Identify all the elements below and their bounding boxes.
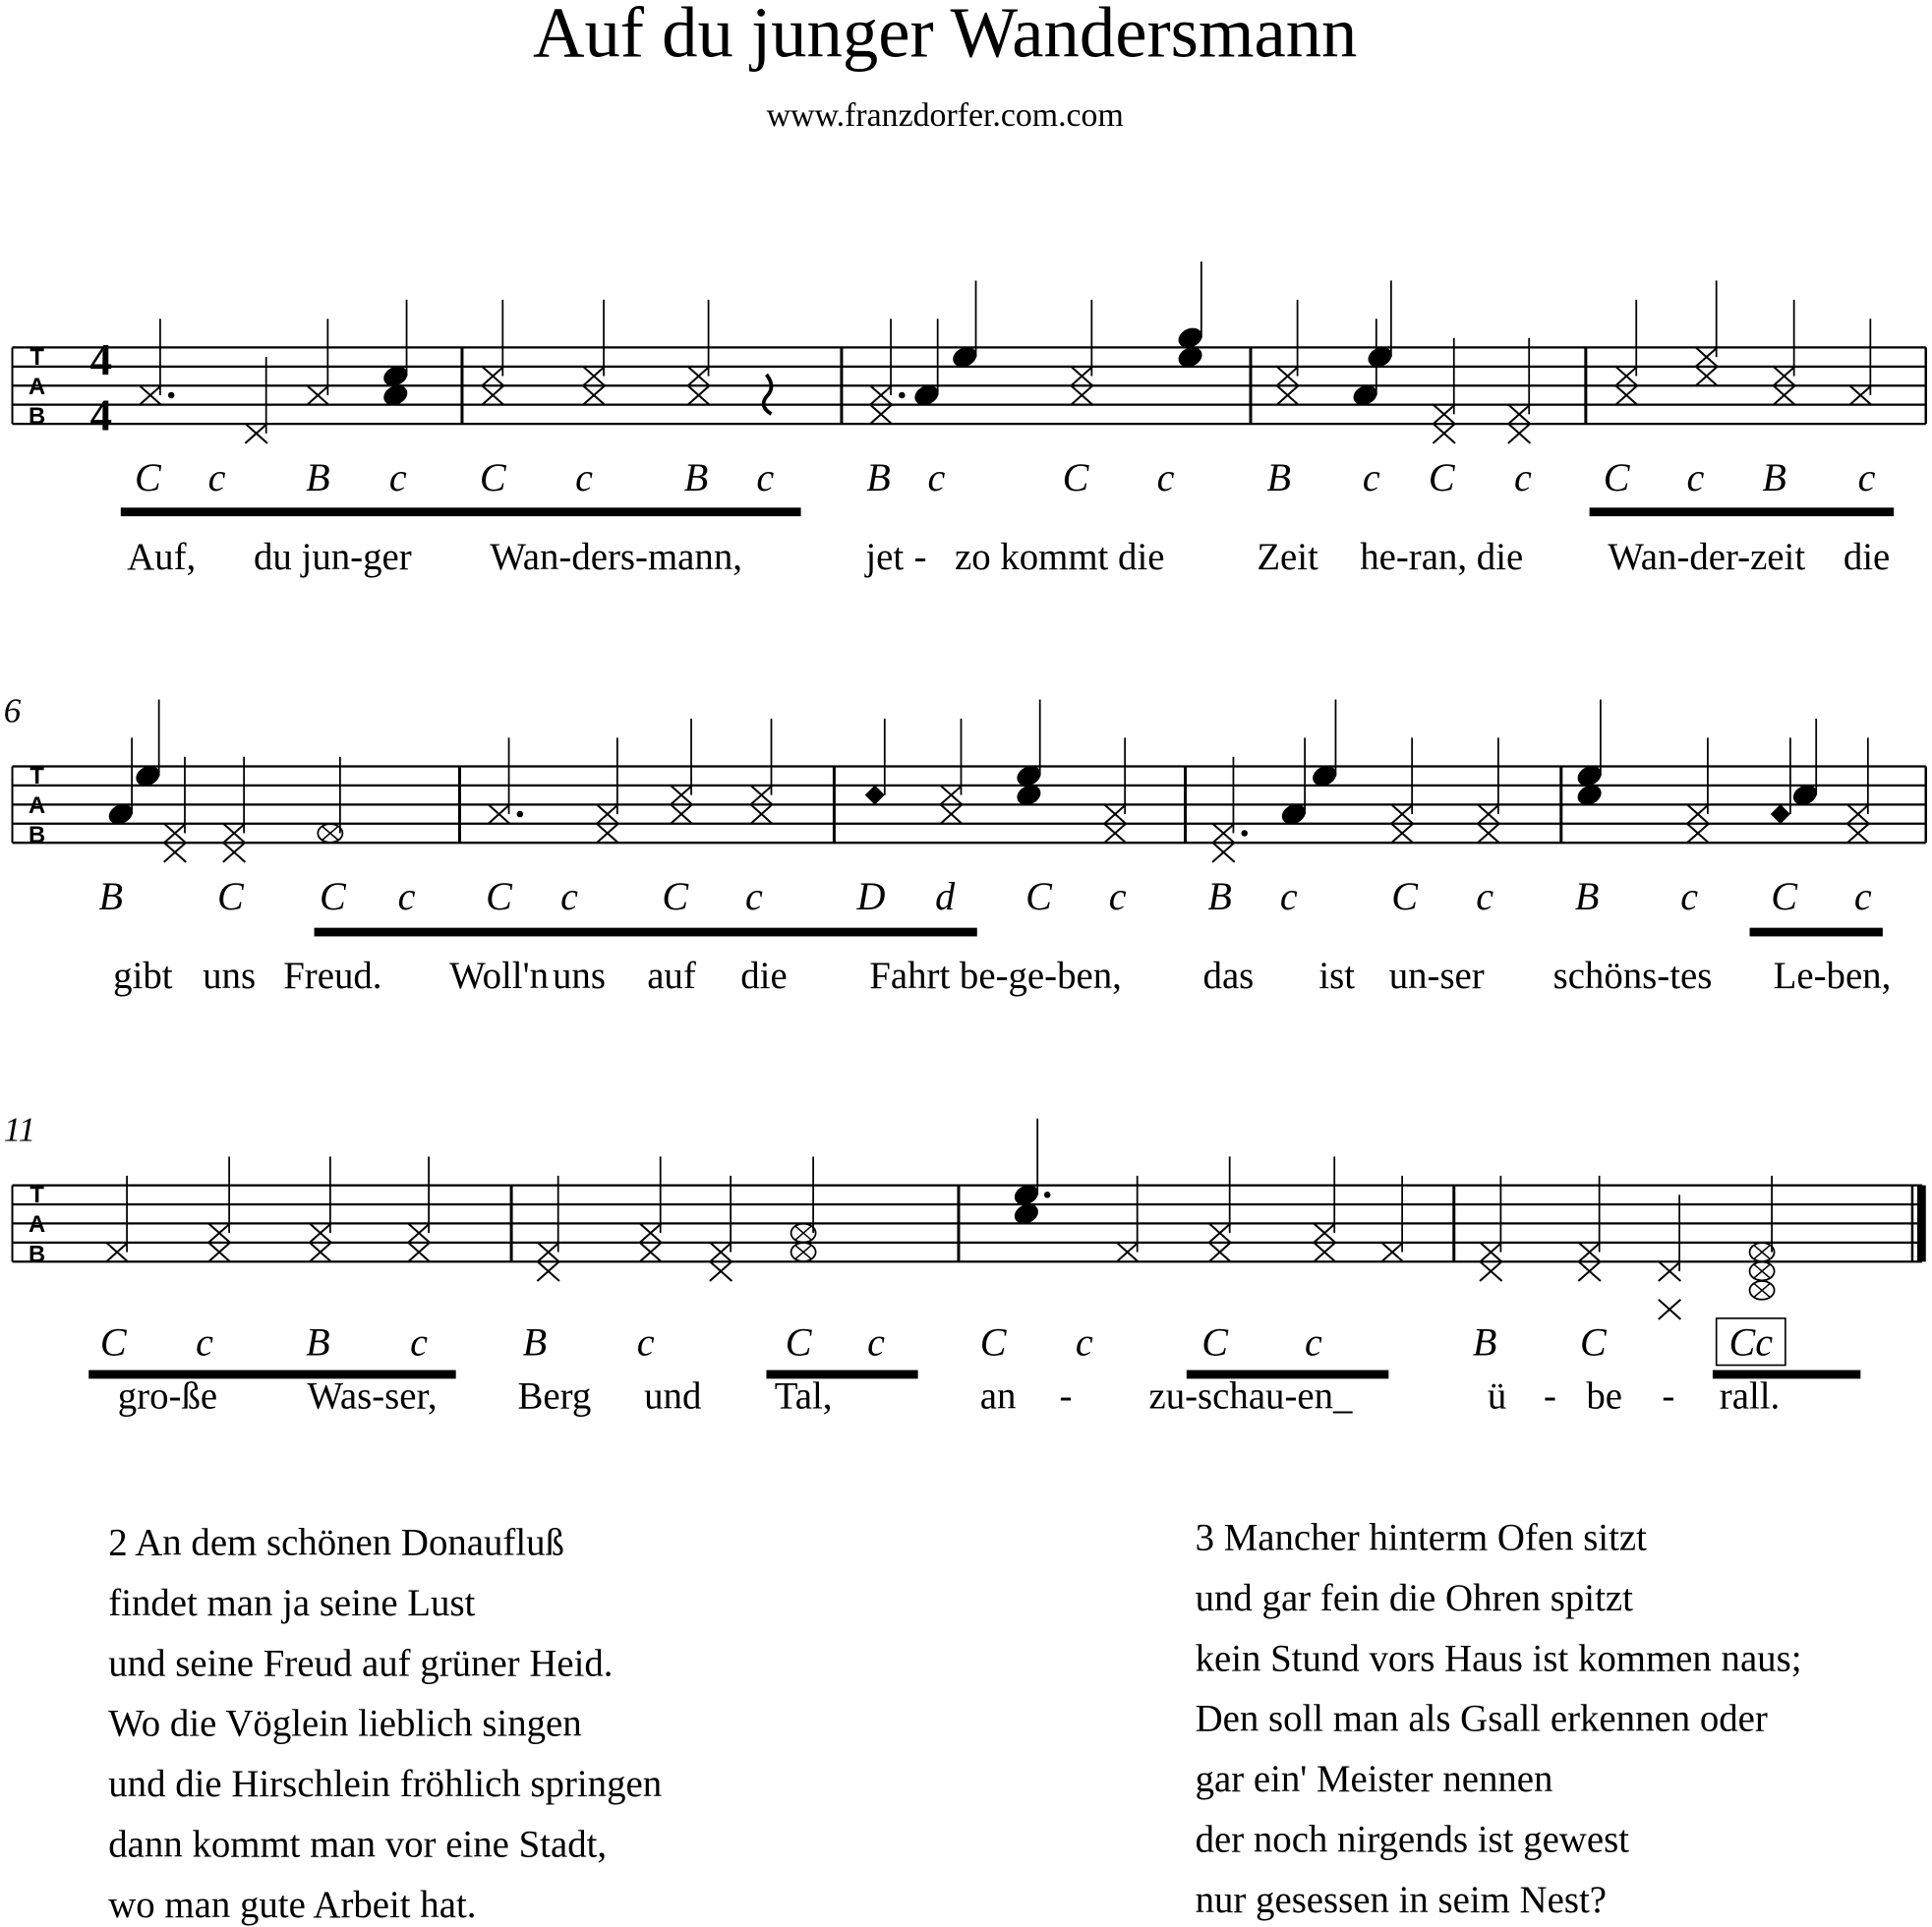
dot [517,811,524,818]
diamond-notehead [865,786,885,805]
lyric-syllable: an [979,1374,1017,1418]
system-2 [4,691,1926,997]
chord-symbol: c [1686,454,1705,499]
chord-symbol: c [560,873,578,918]
chord-group-bar [1750,928,1883,937]
lyric-syllable: die [740,955,788,998]
tab-clef-letter: A [29,792,46,820]
lyric-syllable: du jun-ger [254,535,412,578]
verses [108,1517,1801,1926]
time-signature-bottom: 4 [89,390,113,440]
verse-line: gar ein' Meister nennen [1195,1758,1553,1801]
chord-symbol: B [1266,454,1292,499]
lyric-syllable: - [1059,1374,1073,1418]
lyric-syllable: gro-ße [117,1374,218,1418]
lyric-syllable: Tal, [774,1374,833,1418]
tab-clef-letter: B [29,403,46,431]
chord-symbol: C [1603,454,1630,499]
verse-line: Den soll man als Gsall erkennen oder [1195,1697,1768,1740]
chord-symbol: c [1156,454,1175,499]
lyric-syllable: be [1586,1374,1622,1418]
chord-symbol: c [1853,873,1872,918]
lyric-syllable: schöns-tes [1552,955,1713,998]
chord-symbol: C [662,873,689,918]
tab-clef-letter: B [29,822,46,849]
lyric-syllable: Woll'n [449,955,550,998]
chord-symbol: c [1305,1319,1322,1365]
chord-symbol: C [1579,1319,1607,1365]
quarter-rest [764,375,772,414]
lyric-syllable: he-ran, die [1360,535,1524,578]
chord-symbol: c [1514,454,1532,499]
chord-symbol: B [866,454,891,499]
lyric-syllable: ü [1487,1374,1507,1418]
tab-clef-letter: T [29,1182,44,1209]
lyric-syllable: Wan-ders-mann, [490,535,742,578]
lyric-syllable: un-ser [1388,955,1485,998]
time-signature-top: 4 [89,334,113,384]
chord-symbol: C [486,873,512,918]
chord-symbol: c [410,1319,428,1365]
tab-clef-letter: B [29,1241,46,1268]
lyric-syllable: ist [1318,955,1356,998]
dot [899,392,906,399]
chord-symbol: c [1108,873,1127,918]
chord-group-bar [315,928,977,937]
chord-symbol: B [306,454,330,499]
tab-clef-letter: A [29,1211,46,1239]
chord-symbol: C [479,454,506,499]
chord-symbol: C [319,873,346,918]
chord-symbol: c [745,873,763,918]
chord-symbol: c [1279,873,1298,918]
lyric-syllable: und [644,1374,702,1418]
chord-symbol: C [1201,1319,1229,1365]
system-3 [4,1110,1926,1417]
lyric-syllable: auf [647,955,696,998]
lyric-syllable: zo kommt die [954,535,1165,578]
lyric-syllable: zu-schau-en_ [1148,1374,1353,1418]
verse-line: 3 Mancher hinterm Ofen sitzt [1195,1516,1647,1559]
chord-symbol: C [99,1319,127,1365]
chord-symbol: C [979,1319,1007,1365]
lyric-syllable: die [1843,535,1891,578]
system-1 [13,262,1926,578]
chord-symbol: c [388,454,407,499]
lyric-syllable: Zeit [1257,535,1318,578]
lyric-syllable: das [1202,955,1255,998]
measure-number: 6 [3,691,22,730]
verse-line: kein Stund vors Haus ist kommen naus; [1195,1637,1802,1680]
chord-symbol: c [756,454,775,499]
lyric-syllable: Fahrt be-ge-ben, [869,955,1122,998]
chord-symbol: C [1771,873,1797,918]
lyric-syllable: Was-ser, [307,1374,438,1418]
lyric-syllable: - [1662,1374,1675,1418]
chord-symbol: c [196,1319,213,1365]
chord-symbol: c [207,454,226,499]
verse-line: und gar fein die Ohren spitzt [1195,1576,1633,1619]
systems [4,262,1926,1417]
tab-clef-letter: T [29,343,44,371]
tab-clef-letter: T [29,763,44,790]
verse-line: findet man ja seine Lust [108,1581,476,1624]
chord-symbol: B [1207,873,1232,918]
chord-symbol: C [1391,873,1419,918]
chord-symbol: C [1062,454,1089,499]
chord-symbol: B [1574,873,1600,918]
chord-group-bar [121,507,801,516]
verse-3 [1196,1517,1802,1921]
chord-symbol: c [1362,454,1380,499]
verse-2 [108,1522,662,1926]
lyric-syllable: - [1544,1374,1556,1418]
verse-line: und seine Freud auf grüner Heid. [108,1642,614,1685]
chord-symbol: c [1857,454,1876,499]
chord-symbol: c [636,1319,655,1365]
verse-line: dann kommt man vor eine Stadt, [108,1823,608,1866]
chord-symbol: C [135,454,161,499]
diamond-notehead [1771,804,1790,824]
chord-symbol: d [935,873,956,918]
lyric-syllable: Berg [517,1374,592,1418]
lyric-syllable: Wan-der-zeit [1608,535,1806,578]
chord-symbol: B [1762,454,1786,499]
chord-symbol: C [1428,454,1455,499]
chord-symbol: B [683,454,709,499]
chord-symbol: C [216,873,244,918]
chord-symbol: B [306,1319,330,1365]
lyric-syllable: rall. [1719,1374,1781,1418]
final-chord-symbol: Cc [1728,1319,1774,1365]
dot [1241,830,1248,837]
chord-symbol: C [1025,873,1052,918]
chord-symbol: D [856,873,886,918]
measure-number: 11 [3,1110,36,1149]
lyric-syllable: gibt [113,955,173,998]
chord-symbol: c [575,454,593,499]
lyric-syllable: uns [203,955,257,998]
website-url: www.franzdorfer.com.com [766,96,1124,134]
verse-line: Wo die Vöglein lieblich singen [108,1702,582,1745]
lyric-syllable: jet [865,535,905,578]
chord-symbol: c [1075,1319,1093,1365]
verse-line: 2 An dem schönen Donaufluß [108,1521,564,1564]
chord-symbol: c [1476,873,1493,918]
chord-symbol: B [522,1319,548,1365]
tab-clef-letter: A [29,374,46,401]
lyric-syllable: Le-ben, [1773,955,1892,998]
lyric-syllable: - [913,535,927,578]
song-title: Auf du junger Wandersmann [532,0,1358,73]
verse-line: nur gesessen in seim Nest? [1195,1878,1607,1921]
lyric-syllable: uns [553,955,606,998]
lyric-syllable: Auf, [127,535,197,578]
chord-symbol: c [867,1319,885,1365]
verse-line: der noch nirgends ist gewest [1195,1818,1629,1861]
verse-line: und die Hirschlein fröhlich springen [108,1763,663,1806]
chord-symbol: B [1472,1319,1497,1365]
dot [168,392,175,399]
chord-symbol: c [1680,873,1699,918]
chord-symbol: C [785,1319,812,1365]
chord-symbol: B [98,873,124,918]
dot [1044,1192,1051,1198]
final-barline [1917,1186,1926,1262]
chord-group-bar [1590,507,1895,516]
chord-symbol: c [397,873,416,918]
lyric-syllable: Freud. [283,955,382,998]
chord-symbol: c [927,454,946,499]
verse-line: wo man gute Arbeit hat. [108,1883,477,1926]
